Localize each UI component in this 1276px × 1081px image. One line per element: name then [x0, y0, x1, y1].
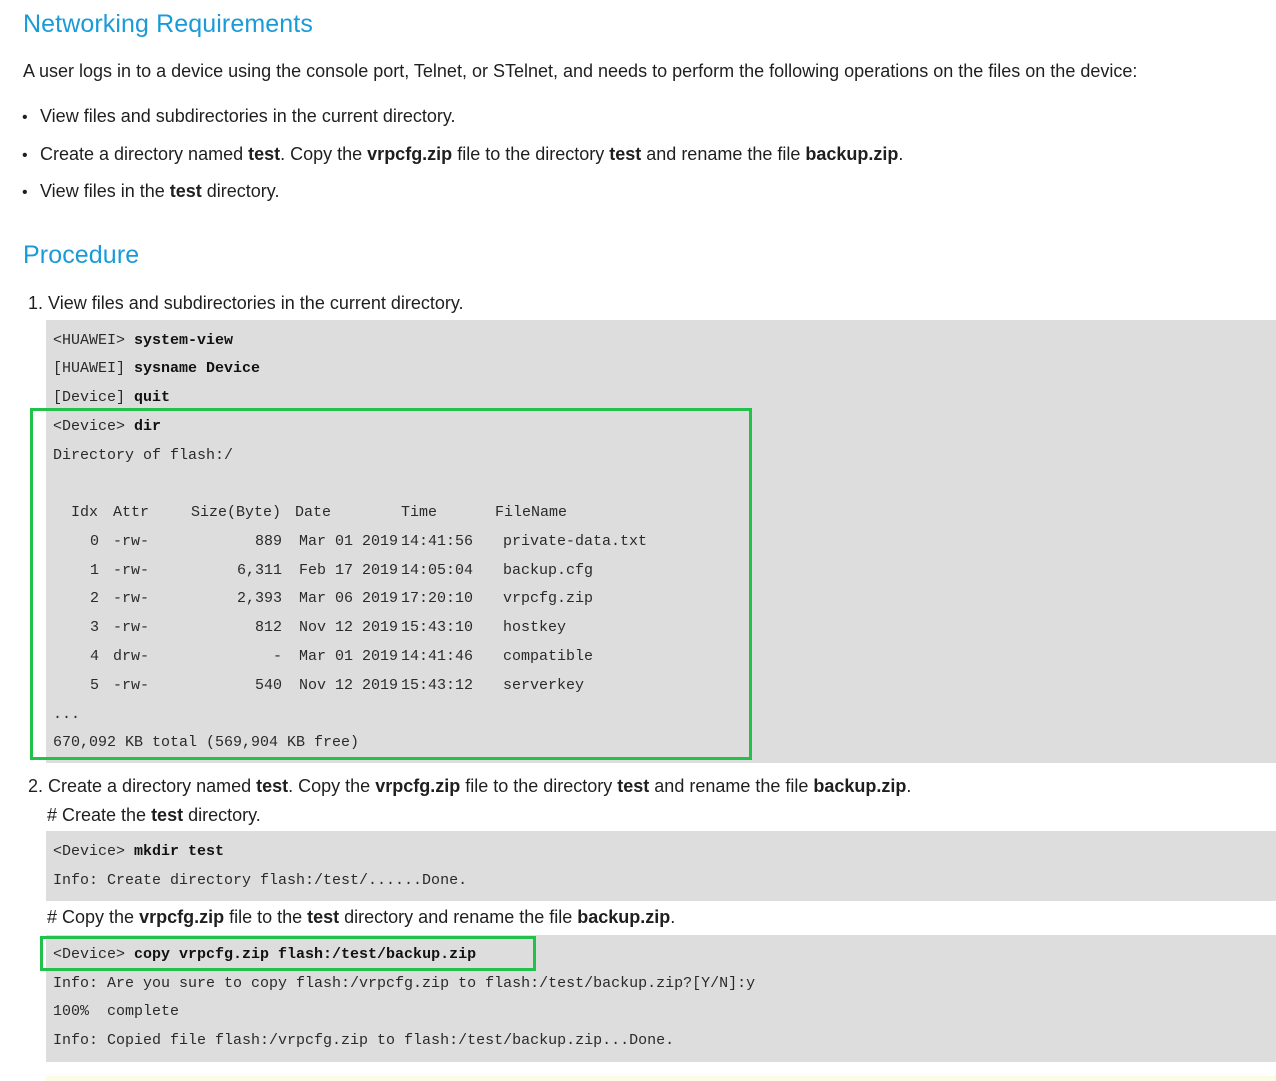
table-cell-size: -	[272, 647, 282, 665]
code-line: 670,092 KB total (569,904 KB free)	[53, 734, 360, 751]
table-cell-date: Mar 01 2019	[299, 533, 399, 550]
table-cell-idx: 1	[89, 561, 99, 579]
intro-paragraph: A user logs in to a device using the console port, Telnet, or STelnet, and needs to perform the following operations on the files on the device:	[23, 61, 1138, 81]
bullet-text: .	[898, 144, 904, 164]
comment-create-dir: # Create the test directory.	[47, 805, 261, 825]
bullet-dot: •	[22, 147, 28, 164]
code-line: <Device> dir	[53, 418, 162, 435]
table-header: Idx	[71, 504, 99, 521]
bold-term: vrpcfg.zip	[367, 144, 453, 164]
code-line: Info: Are you sure to copy flash:/vrpcfg.zip to flash:/test/backup.zip?[Y/N]:y	[53, 975, 756, 992]
table-cell-date: Feb 17 2019	[299, 561, 399, 579]
heading-procedure: Procedure	[23, 241, 140, 269]
bold-term: test	[609, 144, 642, 164]
bold-term: test	[169, 181, 202, 201]
table-header: Attr	[113, 504, 150, 521]
table-cell-size: 812	[254, 619, 282, 637]
bullet-item	[22, 106, 456, 127]
bullet-text: directory.	[201, 181, 280, 201]
table-cell-idx: 4	[89, 647, 99, 665]
table-cell-idx: 0	[89, 533, 99, 550]
table-cell-time: 15:43:12	[401, 676, 474, 694]
bold-term: test	[248, 144, 281, 164]
table-cell-size: 889	[254, 533, 282, 550]
table-cell-name: serverkey	[503, 676, 585, 694]
comment-copy-file: # Copy the vrpcfg.zip file to the test directory and rename the file backup.zip.	[47, 907, 676, 927]
code-line: <Device> mkdir test	[53, 843, 225, 860]
code-line: [Device] quit	[53, 389, 171, 406]
table-cell-time: 17:20:10	[401, 590, 474, 608]
table-header: Time	[401, 504, 438, 521]
table-cell-attr: -rw-	[113, 590, 150, 608]
table-cell-time: 14:41:46	[401, 647, 474, 665]
code-block-copy	[46, 935, 1276, 1062]
code-line: ...	[53, 706, 81, 723]
code-block-mkdir	[46, 831, 1276, 901]
table-cell-idx: 2	[89, 590, 99, 608]
table-cell-time: 15:43:10	[401, 619, 474, 637]
bullet-text: Create a directory named	[40, 144, 249, 164]
bullet-text: file to the directory	[452, 144, 610, 164]
table-cell-attr: -rw-	[113, 561, 150, 579]
table-cell-time: 14:41:56	[401, 533, 474, 550]
bullet-dot: •	[22, 109, 28, 126]
table-cell-size: 2,393	[236, 590, 282, 608]
table-cell-date: Nov 12 2019	[299, 676, 399, 694]
code-line: <HUAWEI> system-view	[53, 332, 234, 349]
table-cell-name: backup.cfg	[503, 561, 594, 579]
table-cell-size: 540	[254, 676, 282, 694]
bullet-text: and rename the file	[641, 144, 806, 164]
bullet-text: View files and subdirectories in the current directory.	[40, 106, 456, 126]
bullet-item	[22, 144, 903, 165]
table-cell-attr: -rw-	[113, 676, 150, 694]
bold-term: backup.zip	[805, 144, 899, 164]
bullet-dot: •	[22, 184, 28, 201]
bullet-item	[22, 181, 279, 202]
bullet-text: View files in the	[40, 181, 170, 201]
bullet-text: . Copy the	[280, 144, 368, 164]
code-line: Info: Create directory flash:/test/......Done.	[53, 872, 468, 889]
table-cell-idx: 3	[89, 619, 99, 637]
table-header: FileName	[495, 504, 568, 521]
table-cell-name: compatible	[503, 647, 594, 665]
heading-networking-requirements: Networking Requirements	[23, 10, 313, 38]
code-line: 100% complete	[53, 1003, 180, 1020]
code-line: Directory of flash:/	[53, 447, 234, 464]
table-header: Size(Byte)	[191, 504, 282, 521]
next-block-edge	[46, 1076, 1276, 1081]
code-line: [HUAWEI] sysname Device	[53, 360, 261, 377]
table-cell-time: 14:05:04	[401, 561, 474, 579]
step-2-text: 2. Create a directory named test. Copy the vrpcfg.zip file to the directory test and rename the file backup.zip.	[28, 776, 912, 796]
table-cell-name: private-data.txt	[503, 533, 648, 550]
step-1-text: 1. View files and subdirectories in the current directory.	[28, 293, 464, 313]
table-cell-attr: -rw-	[113, 533, 150, 550]
table-header: Date	[295, 504, 332, 521]
code-line: <Device> copy vrpcfg.zip flash:/test/backup.zip	[53, 946, 477, 963]
table-cell-name: vrpcfg.zip	[503, 590, 594, 608]
table-cell-size: 6,311	[236, 561, 282, 579]
table-cell-date: Nov 12 2019	[299, 619, 399, 637]
table-cell-name: hostkey	[503, 619, 567, 637]
table-cell-idx: 5	[89, 676, 99, 694]
table-cell-attr: drw-	[113, 647, 150, 665]
table-cell-attr: -rw-	[113, 619, 150, 637]
table-cell-date: Mar 06 2019	[299, 590, 399, 608]
code-block-dir	[46, 320, 1276, 763]
table-cell-date: Mar 01 2019	[299, 647, 399, 665]
code-line: Info: Copied file flash:/vrpcfg.zip to flash:/test/backup.zip...Done.	[53, 1032, 675, 1049]
